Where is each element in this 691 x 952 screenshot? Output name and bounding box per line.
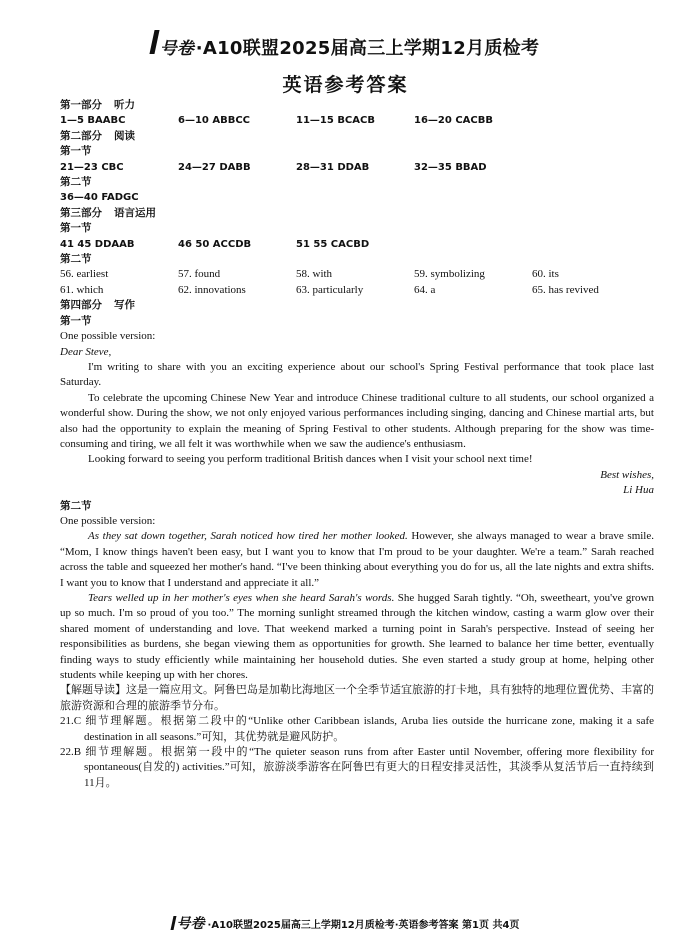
letter-paragraph: To celebrate the upcoming Chinese New Year and introduce Chinese traditional culture to all students, our school organized a wonderful show. During the show, we not only enjoyed various performances including singing, dancing and Chinese martial arts, but also had the opportunity to explain the meaning of Spring Festival to other students. Although preparing for the show was time-consuming and tiring, we all felt it was worthwhile when we saw the audience's enthusiasm. — [60, 391, 654, 450]
page-footer — [0, 913, 691, 933]
page-subtitle: 英语参考答案 — [282, 74, 409, 96]
part2-answers2 — [60, 190, 654, 205]
story-lead-sentence: As they sat down together, Sarah noticed how tired her mother looked. — [88, 530, 408, 543]
story-lead-sentence: Tears welled up in her mother's eyes when she heard Sarah's words. — [88, 592, 395, 604]
version-label: One possible version: — [60, 514, 156, 527]
part4-heading-label: 第四部分 — [60, 299, 102, 312]
fill-answer: 63. particularly — [296, 283, 364, 296]
story-body: She hugged Sarah tightly. “Oh, sweetheart, you've grown up so much. I'm so proud of you too.” The morning sunlight streamed through the kitchen window, casting a warm glow over their shared moment of understanding and love. That weekend marked a turning point in Sarah's perspective. Instead of seeing her responsibilities as burdens, she began viewing them as opportunities for growth. She learned to balance her time better, eventually finding ways to study efficiently while maintaining her household duties. She even started a study group at home, helping other students while keeping up with her chores. — [60, 592, 654, 682]
letter-closing: Best wishes, — [600, 468, 654, 481]
part2-heading — [60, 129, 654, 144]
answer-group: 28—31 DDAB — [296, 161, 370, 173]
part3-heading-label: 第三部分 — [60, 206, 102, 219]
fill-answer: 62. innovations — [178, 283, 246, 296]
answer-content — [60, 98, 654, 791]
answer-group: 11—15 BCACB — [296, 115, 375, 127]
story-body: However, she always managed to wear a brave smile. “Mom, I know things haven't been easy, but I want you to know that I'm proud to be your daughter. We're a team.” Sarah reached across the table and squeezed her mother's hand. “I've been thinking about everything you do for us, all the late nights and extra shifts. I want you to know that I understand and appreciate it all.” — [60, 530, 654, 589]
version-label: One possible version: — [60, 330, 156, 343]
footer-logo — [172, 913, 205, 933]
answer-group: 16—20 CACBB — [414, 115, 493, 127]
fill-answer: 59. symbolizing — [414, 268, 485, 281]
letter-paragraph: Looking forward to seeing you perform traditional British dances when I visit your school next time! — [88, 453, 533, 466]
part1-heading — [60, 98, 654, 113]
part2-heading-label: 第二部分 — [60, 129, 102, 142]
page-title: ·A10联盟2025届高三上学期12月质检考 — [195, 38, 540, 59]
part4-heading — [60, 298, 654, 313]
answer-group: 41 45 DDAAB — [60, 238, 135, 250]
fill-answer: 58. with — [296, 268, 333, 281]
answer-group: 32—35 BBAD — [414, 161, 487, 173]
analysis-item-21: 21.C 细节理解题。根据第二段中的“Unlike other Caribbean islands, Aruba lies outside the hurricane zone, making it a safe destination in all seasons.”可知，其优势就是避风防护。 — [60, 715, 654, 743]
part1-answers — [60, 113, 654, 128]
part4-section1-heading: 第一节 — [60, 314, 92, 327]
letter-paragraph: I'm writing to share with you an exciting experience about our school's Spring Festival performance that took place last Saturday. — [60, 360, 654, 389]
brand-logo-text: 号卷 — [159, 39, 194, 59]
part2-answers — [60, 160, 654, 175]
fill-answer: 64. a — [414, 283, 436, 296]
analysis-item-22: 22.B 细节理解题。根据第一段中的“The quieter season runs from after Easter until November, offering more flexibility for spontaneous(自发的) activities.”可知，旅游淡季游客在阿鲁巴有更大的日程安排灵活性，其淡季从复活节后一直持续到11月。 — [60, 746, 654, 789]
fill-answer: 56. earliest — [60, 268, 109, 281]
part3-heading — [60, 206, 654, 221]
letter-salutation: Dear Steve, — [60, 345, 112, 358]
answer-group: 36—40 FADGC — [60, 192, 139, 204]
footer-text: ·A10联盟2025届高三上学期12月质检考·英语参考答案 第1页 共4页 — [207, 919, 520, 931]
footer-logo-mark — [170, 916, 176, 930]
answer-group: 51 55 CACBD — [296, 238, 370, 250]
part3-heading-sub: 语言运用 — [114, 206, 156, 219]
reading-analysis-intro: 【解题导读】这是一篇应用文。阿鲁巴岛是加勒比海地区一个全季节适宜旅游的打卡地，具有独特的地理位置优势、丰富的旅游资源和合理的旅游季节分布。 — [60, 684, 654, 712]
part3-section2-heading: 第二节 — [60, 253, 92, 266]
part2-section1-heading: 第一节 — [60, 145, 92, 158]
answer-group: 1—5 BAABC — [60, 115, 126, 127]
fill-answers-row2 — [60, 283, 654, 298]
fill-answer: 60. its — [532, 268, 559, 281]
brand-logo — [152, 30, 194, 62]
part2-heading-sub: 阅读 — [114, 129, 135, 142]
brand-logo-mark — [149, 30, 159, 54]
part1-heading-label: 第一部分 — [60, 99, 102, 111]
part4-section2-heading: 第二节 — [60, 499, 92, 512]
answer-group: 46 50 ACCDB — [178, 238, 252, 250]
fill-answer: 65. has revived — [532, 283, 599, 296]
part1-heading-sub: 听力 — [114, 99, 135, 111]
part4-heading-sub: 写作 — [114, 299, 135, 312]
letter-signature: Li Hua — [623, 484, 654, 497]
page-header — [0, 30, 691, 97]
part3-section1-heading: 第一节 — [60, 222, 92, 235]
fill-answers-row1 — [60, 267, 654, 282]
story-paragraph — [60, 529, 654, 591]
answer-group: 21—23 CBC — [60, 161, 124, 173]
answer-group: 6—10 ABBCC — [178, 115, 251, 127]
footer-logo-text: 号卷 — [176, 916, 205, 932]
part2-section2-heading: 第二节 — [60, 176, 92, 189]
title-row — [0, 30, 691, 62]
part3-answers — [60, 237, 654, 252]
story-paragraph — [60, 591, 654, 683]
fill-answer: 61. which — [60, 283, 104, 296]
answer-group: 24—27 DABB — [178, 161, 251, 173]
fill-answer: 57. found — [178, 268, 221, 281]
